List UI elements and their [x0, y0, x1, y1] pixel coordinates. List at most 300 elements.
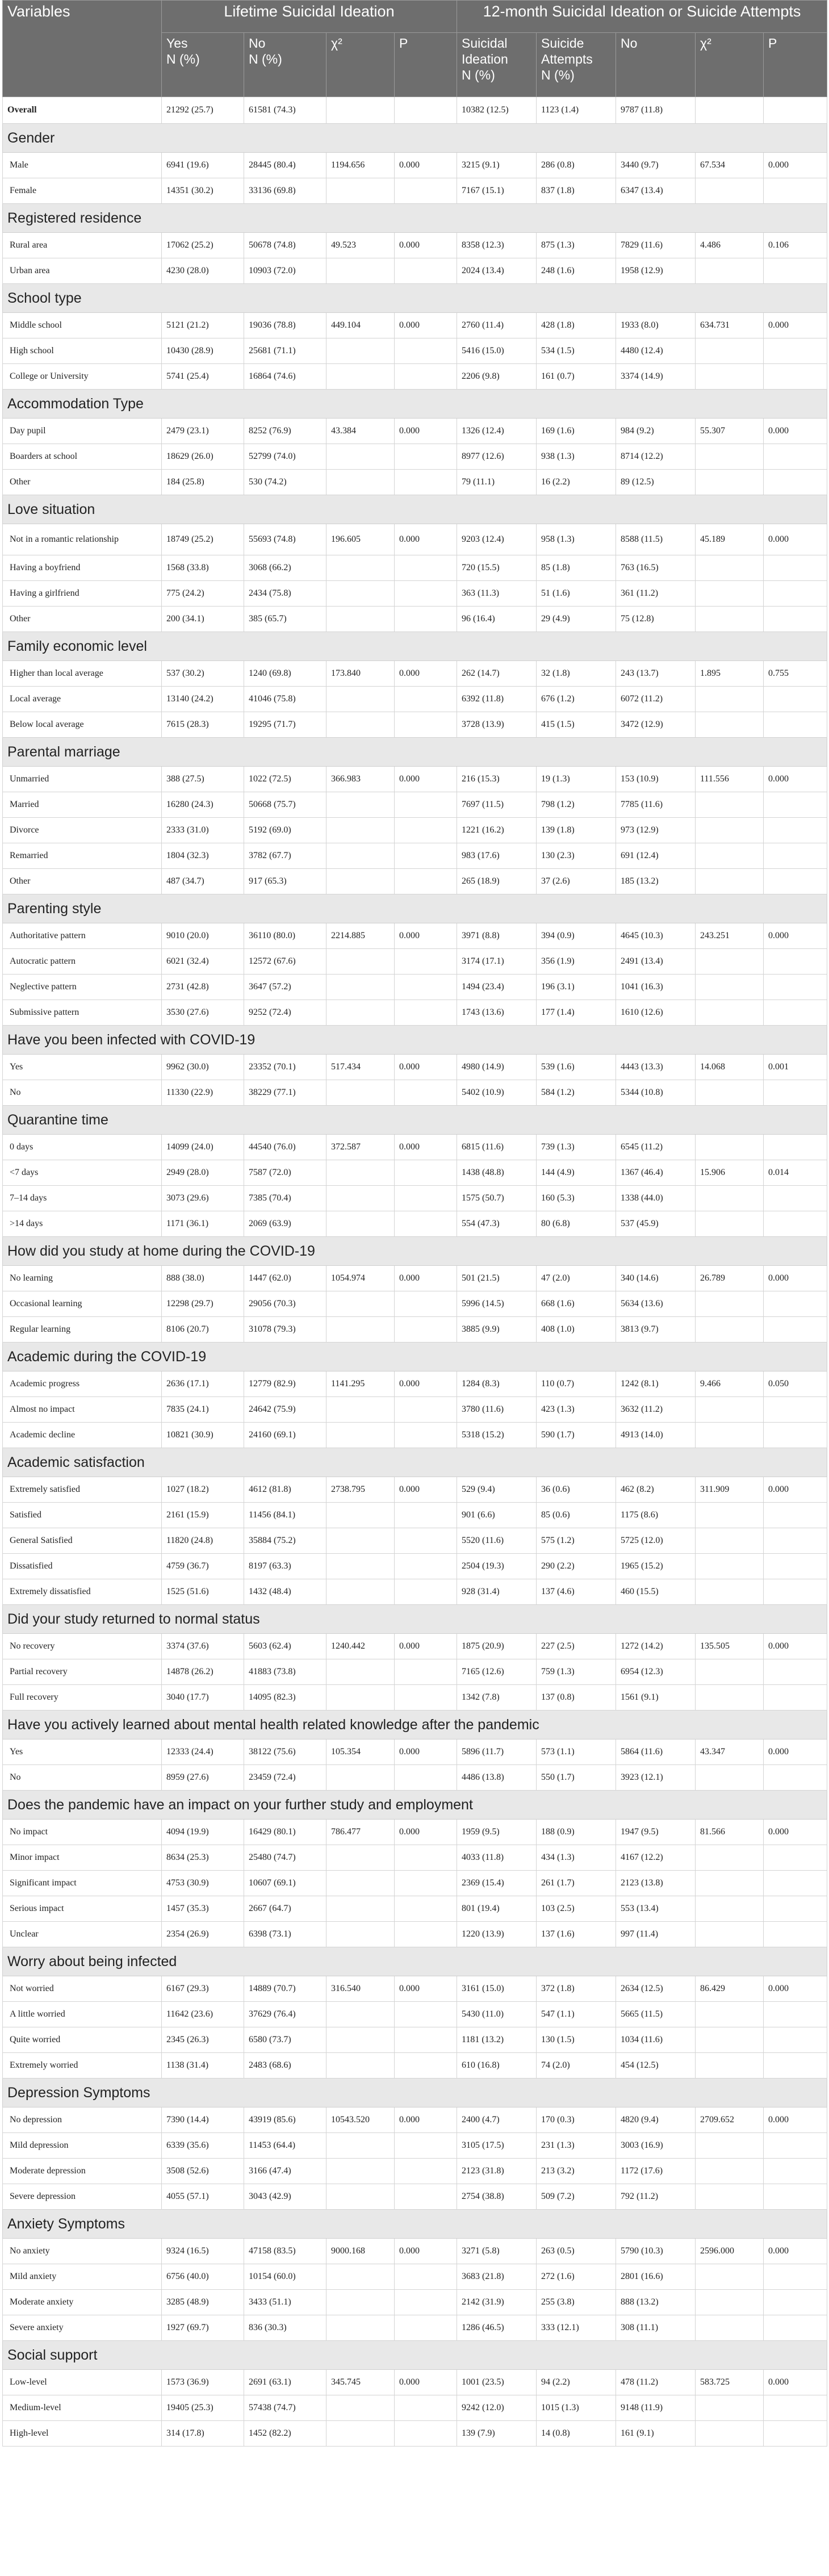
table-cell: 3472 (12.9) [616, 712, 696, 738]
table-cell: 8358 (12.3) [457, 233, 537, 258]
row-label: High school [3, 338, 162, 364]
table-cell [764, 949, 827, 975]
row-label: Local average [3, 687, 162, 712]
table-row [3, 1976, 827, 2002]
table-row [3, 1503, 827, 1528]
table-cell: 0.000 [764, 419, 827, 444]
table-cell [395, 1080, 457, 1106]
table-cell: 75 (12.8) [616, 607, 696, 632]
table-cell [764, 2264, 827, 2290]
table-cell: 10154 (60.0) [244, 2264, 326, 2290]
table-cell: 2354 (26.9) [162, 1922, 244, 1947]
table-cell: 837 (1.8) [537, 178, 616, 204]
table-cell [696, 1397, 764, 1423]
table-cell [696, 687, 764, 712]
table-cell: 1242 (8.1) [616, 1371, 696, 1397]
table-cell: 35884 (75.2) [244, 1528, 326, 1554]
table-cell [764, 687, 827, 712]
table-cell: 137 (4.6) [537, 1579, 616, 1605]
table-cell: 3161 (15.0) [457, 1976, 537, 2002]
table-cell: 6167 (29.3) [162, 1976, 244, 2002]
table-cell: 0.000 [395, 1135, 457, 1160]
table-cell [696, 444, 764, 470]
table-cell [696, 1528, 764, 1554]
table-row [3, 2395, 827, 2421]
table-cell: 517.434 [326, 1055, 395, 1080]
table-cell: 14 (0.8) [537, 2421, 616, 2447]
table-cell: 1525 (51.6) [162, 1579, 244, 1605]
table-cell: 243.251 [696, 923, 764, 949]
table-cell [326, 1765, 395, 1791]
table-cell [326, 2315, 395, 2341]
table-cell [395, 2421, 457, 2447]
table-cell: 1457 (35.3) [162, 1896, 244, 1922]
table-row [3, 1000, 827, 1026]
table-cell: 5416 (15.0) [457, 338, 537, 364]
table-cell: 2801 (16.6) [616, 2264, 696, 2290]
table-cell [326, 792, 395, 818]
row-label: Quite worried [3, 2027, 162, 2053]
row-label: Autocratic pattern [3, 949, 162, 975]
table-row [3, 1160, 827, 1186]
table-cell: 3073 (29.6) [162, 1186, 244, 1211]
table-cell: 0.000 [395, 1634, 457, 1659]
table-cell: 361 (11.2) [616, 581, 696, 607]
table-cell: 1220 (13.9) [457, 1922, 537, 1947]
table-cell: 1432 (48.4) [244, 1579, 326, 1605]
table-cell: 0.000 [764, 1976, 827, 2002]
table-cell: 10607 (69.1) [244, 1871, 326, 1896]
table-cell [326, 1000, 395, 1026]
table-row [3, 1211, 827, 1237]
table-cell: 105.354 [326, 1739, 395, 1765]
table-cell: 423 (1.3) [537, 1397, 616, 1423]
table-cell: 15.906 [696, 1160, 764, 1186]
table-cell: 213 (3.2) [537, 2159, 616, 2184]
table-row [3, 2002, 827, 2027]
table-cell: 4486 (13.8) [457, 1765, 537, 1791]
table-row [3, 1291, 827, 1317]
table-cell: 449.104 [326, 313, 395, 338]
table-cell [696, 1186, 764, 1211]
row-label: High-level [3, 2421, 162, 2447]
table-cell: 3647 (57.2) [244, 975, 326, 1000]
table-cell [696, 2395, 764, 2421]
table-cell [326, 1896, 395, 1922]
row-label: Satisfied [3, 1503, 162, 1528]
table-cell: 7697 (11.5) [457, 792, 537, 818]
table-cell: 43.347 [696, 1739, 764, 1765]
table-cell: 345.745 [326, 2370, 395, 2395]
table-cell: 4612 (81.8) [244, 1477, 326, 1503]
table-cell: 29 (4.9) [537, 607, 616, 632]
table-cell: 575 (1.2) [537, 1528, 616, 1554]
table-cell [696, 2264, 764, 2290]
table-cell: 14889 (70.7) [244, 1976, 326, 2002]
table-cell [696, 97, 764, 124]
table-cell [696, 555, 764, 581]
table-cell: 3374 (37.6) [162, 1634, 244, 1659]
table-row [3, 1397, 827, 1423]
row-label: General Satisfied [3, 1528, 162, 1554]
table-row [3, 843, 827, 869]
table-cell: 0.000 [395, 2107, 457, 2133]
table-cell: 8197 (63.3) [244, 1554, 326, 1579]
row-label: Neglective pattern [3, 975, 162, 1000]
table-cell: 676 (1.2) [537, 687, 616, 712]
table-cell: 12572 (67.6) [244, 949, 326, 975]
table-cell: 0.000 [395, 419, 457, 444]
section-title: Accommodation Type [3, 390, 827, 419]
table-cell: 265 (18.9) [457, 869, 537, 894]
table-cell: 2596.000 [696, 2239, 764, 2264]
table-row [3, 419, 827, 444]
table-cell [696, 1291, 764, 1317]
table-cell: 973 (12.9) [616, 818, 696, 843]
table-cell [764, 444, 827, 470]
row-label: No impact [3, 1820, 162, 1845]
table-cell: 36110 (80.0) [244, 923, 326, 949]
table-cell: 0.000 [764, 923, 827, 949]
table-cell: 262 (14.7) [457, 661, 537, 687]
table-row [3, 767, 827, 792]
table-cell: 44540 (76.0) [244, 1135, 326, 1160]
table-cell [326, 712, 395, 738]
table-cell [764, 2002, 827, 2027]
table-cell: 958 (1.3) [537, 524, 616, 555]
table-cell: 28445 (80.4) [244, 153, 326, 178]
table-cell [764, 1528, 827, 1554]
table-cell [395, 2159, 457, 2184]
table-cell [395, 949, 457, 975]
section-header-row [3, 1106, 827, 1135]
table-cell: 14099 (24.0) [162, 1135, 244, 1160]
section-title: School type [3, 284, 827, 313]
row-label: Mild anxiety [3, 2264, 162, 2290]
table-cell [696, 712, 764, 738]
row-label: Yes [3, 1739, 162, 1765]
table-cell: 10543.520 [326, 2107, 395, 2133]
table-cell: 6339 (35.6) [162, 2133, 244, 2159]
table-cell: 2069 (63.9) [244, 1211, 326, 1237]
table-cell: 1573 (36.9) [162, 2370, 244, 2395]
table-cell: 38229 (77.1) [244, 1080, 326, 1106]
table-cell: 0.000 [395, 524, 457, 555]
table-cell: 6392 (11.8) [457, 687, 537, 712]
table-cell: 41046 (75.8) [244, 687, 326, 712]
table-row [3, 258, 827, 284]
row-label: Almost no impact [3, 1397, 162, 1423]
table-cell: 7165 (12.6) [457, 1659, 537, 1685]
table-cell [395, 2184, 457, 2210]
table-cell: 4980 (14.9) [457, 1055, 537, 1080]
table-cell [696, 2027, 764, 2053]
section-title: Academic during the COVID-19 [3, 1343, 827, 1371]
table-cell: 0.000 [764, 1739, 827, 1765]
table-cell [764, 1554, 827, 1579]
table-cell: 188 (0.9) [537, 1820, 616, 1845]
table-cell: 1.895 [696, 661, 764, 687]
table-cell [326, 1845, 395, 1871]
table-cell: 691 (12.4) [616, 843, 696, 869]
table-cell: 5790 (10.3) [616, 2239, 696, 2264]
table-cell: 21292 (25.7) [162, 97, 244, 124]
table-cell: 4645 (10.3) [616, 923, 696, 949]
table-cell [326, 338, 395, 364]
table-cell: 2142 (31.9) [457, 2290, 537, 2315]
table-cell: 3174 (17.1) [457, 949, 537, 975]
table-cell [395, 444, 457, 470]
table-cell [326, 258, 395, 284]
table-cell: 1947 (9.5) [616, 1820, 696, 1845]
table-cell [326, 2421, 395, 2447]
table-cell: 1015 (1.3) [537, 2395, 616, 2421]
table-cell [326, 2395, 395, 2421]
table-cell: 2123 (13.8) [616, 1871, 696, 1896]
table-cell: 10382 (12.5) [457, 97, 537, 124]
table-cell: 16 (2.2) [537, 470, 616, 495]
table-cell: 5634 (13.6) [616, 1291, 696, 1317]
table-cell [696, 1659, 764, 1685]
table-cell: 2949 (28.0) [162, 1160, 244, 1186]
table-row [3, 444, 827, 470]
table-cell: 14878 (26.2) [162, 1659, 244, 1685]
row-label: Yes [3, 1055, 162, 1080]
table-cell: 3440 (9.7) [616, 153, 696, 178]
table-row [3, 1659, 827, 1685]
table-cell [696, 2421, 764, 2447]
table-cell: 139 (7.9) [457, 2421, 537, 2447]
table-cell: 0.000 [395, 1477, 457, 1503]
table-cell [764, 1186, 827, 1211]
table-cell: 1141.295 [326, 1371, 395, 1397]
table-row [3, 712, 827, 738]
table-cell [326, 1423, 395, 1448]
table-cell: 0.000 [395, 1820, 457, 1845]
table-cell: 2479 (23.1) [162, 419, 244, 444]
table-cell: 10903 (72.0) [244, 258, 326, 284]
table-row [3, 661, 827, 687]
table-row [3, 2027, 827, 2053]
table-cell: 3105 (17.5) [457, 2133, 537, 2159]
row-label: No recovery [3, 1634, 162, 1659]
table-cell: 4480 (12.4) [616, 338, 696, 364]
table-cell [764, 712, 827, 738]
table-cell: 0.000 [395, 2239, 457, 2264]
table-cell [326, 869, 395, 894]
table-cell [395, 364, 457, 390]
table-cell: 3971 (8.8) [457, 923, 537, 949]
table-cell: 316.540 [326, 1976, 395, 2002]
table-cell: 583.725 [696, 2370, 764, 2395]
table-cell: 12298 (29.7) [162, 1291, 244, 1317]
row-label: No anxiety [3, 2239, 162, 2264]
table-cell [395, 1554, 457, 1579]
row-label: >14 days [3, 1211, 162, 1237]
table-cell: 170 (0.3) [537, 2107, 616, 2133]
table-cell: 388 (27.5) [162, 767, 244, 792]
suicide-attempts-header: Suicide Attempts N (%) [537, 33, 616, 97]
table-cell: 61581 (74.3) [244, 97, 326, 124]
table-cell: 0.000 [764, 1820, 827, 1845]
table-cell [696, 1922, 764, 1947]
table-cell: 14.068 [696, 1055, 764, 1080]
table-cell: 8959 (27.6) [162, 1765, 244, 1791]
table-cell [764, 1685, 827, 1711]
table-cell: 5430 (11.0) [457, 2002, 537, 2027]
table-cell: 23459 (72.4) [244, 1765, 326, 1791]
table-cell [696, 2133, 764, 2159]
table-cell: 547 (1.1) [537, 2002, 616, 2027]
table-cell: 2123 (31.8) [457, 2159, 537, 2184]
table-cell: 169 (1.6) [537, 419, 616, 444]
row-label: Severe depression [3, 2184, 162, 2210]
table-cell: 1965 (15.2) [616, 1554, 696, 1579]
table-cell: 18749 (25.2) [162, 524, 244, 555]
table-cell: 43.384 [326, 419, 395, 444]
table-cell: 24160 (69.1) [244, 1423, 326, 1448]
table-row [3, 1634, 827, 1659]
section-title: Family economic level [3, 632, 827, 661]
table-cell: 6815 (11.6) [457, 1135, 537, 1160]
table-cell [326, 97, 395, 124]
section-header-row [3, 1343, 827, 1371]
table-cell [395, 2315, 457, 2341]
table-cell: 1022 (72.5) [244, 767, 326, 792]
row-label: Rural area [3, 233, 162, 258]
table-row [3, 1528, 827, 1554]
table-cell: 0.050 [764, 1371, 827, 1397]
table-cell: 55693 (74.8) [244, 524, 326, 555]
suicidal-ideation-table [2, 0, 827, 2447]
section-header-row [3, 1947, 827, 1976]
section-title: Quarantine time [3, 1106, 827, 1135]
table-cell: 13140 (24.2) [162, 687, 244, 712]
table-cell: 1181 (13.2) [457, 2027, 537, 2053]
section-header-row [3, 1711, 827, 1739]
table-cell: 79 (11.1) [457, 470, 537, 495]
table-cell [395, 2027, 457, 2053]
table-cell: 2636 (17.1) [162, 1371, 244, 1397]
table-cell [764, 470, 827, 495]
table-cell [326, 1186, 395, 1211]
table-cell: 1221 (16.2) [457, 818, 537, 843]
table-cell: 24642 (75.9) [244, 1397, 326, 1423]
table-cell: 0.014 [764, 1160, 827, 1186]
table-cell [696, 258, 764, 284]
table-cell: 10821 (30.9) [162, 1423, 244, 1448]
table-cell: 49.523 [326, 233, 395, 258]
table-cell: 272 (1.6) [537, 2264, 616, 2290]
table-cell: 137 (1.6) [537, 1922, 616, 1947]
table-cell [395, 1922, 457, 1947]
table-cell [395, 607, 457, 632]
table-cell: 3632 (11.2) [616, 1397, 696, 1423]
table-cell: 1001 (23.5) [457, 2370, 537, 2395]
table-cell: 539 (1.6) [537, 1055, 616, 1080]
table-cell: 1342 (7.8) [457, 1685, 537, 1711]
table-cell: 529 (9.4) [457, 1477, 537, 1503]
table-cell: 7390 (14.4) [162, 2107, 244, 2133]
row-label: Dissatisfied [3, 1554, 162, 1579]
table-cell [696, 792, 764, 818]
table-cell: 487 (34.7) [162, 869, 244, 894]
table-cell: 255 (3.8) [537, 2290, 616, 2315]
table-cell: 454 (12.5) [616, 2053, 696, 2079]
table-cell: 110 (0.7) [537, 1371, 616, 1397]
table-cell: 2206 (9.8) [457, 364, 537, 390]
table-cell [764, 843, 827, 869]
table-cell: 14095 (82.3) [244, 1685, 326, 1711]
table-cell [326, 581, 395, 607]
table-cell: 173.840 [326, 661, 395, 687]
table-cell [326, 178, 395, 204]
table-cell: 8634 (25.3) [162, 1845, 244, 1871]
table-cell: 3040 (17.7) [162, 1685, 244, 1711]
table-body [3, 97, 827, 2447]
table-cell: 31078 (79.3) [244, 1317, 326, 1343]
table-cell [696, 949, 764, 975]
table-cell: 1284 (8.3) [457, 1371, 537, 1397]
table-cell: 50668 (75.7) [244, 792, 326, 818]
table-cell: 23352 (70.1) [244, 1055, 326, 1080]
table-cell: 2634 (12.5) [616, 1976, 696, 2002]
table-cell: 2709.652 [696, 2107, 764, 2133]
table-cell: 1338 (44.0) [616, 1186, 696, 1211]
table-cell: 17062 (25.2) [162, 233, 244, 258]
table-cell: 0.755 [764, 661, 827, 687]
table-cell [764, 1765, 827, 1791]
table-cell: 4033 (11.8) [457, 1845, 537, 1871]
table-cell: 3728 (13.9) [457, 712, 537, 738]
table-cell [395, 1528, 457, 1554]
table-cell: 1240.442 [326, 1634, 395, 1659]
table-cell: 1927 (69.7) [162, 2315, 244, 2341]
table-cell: 314 (17.8) [162, 2421, 244, 2447]
section-header-row [3, 1026, 827, 1055]
table-cell [395, 712, 457, 738]
table-cell [764, 555, 827, 581]
table-cell: 4094 (19.9) [162, 1820, 244, 1845]
table-cell: 1272 (14.2) [616, 1634, 696, 1659]
table-cell [764, 2395, 827, 2421]
table-cell: 4167 (12.2) [616, 1845, 696, 1871]
table-cell: 0.000 [395, 1739, 457, 1765]
yes-header: Yes N (%) [162, 33, 244, 97]
table-cell [696, 1871, 764, 1896]
table-cell: 85 (0.6) [537, 1503, 616, 1528]
table-cell: 0.106 [764, 233, 827, 258]
table-cell: 9324 (16.5) [162, 2239, 244, 2264]
table-cell: 5121 (21.2) [162, 313, 244, 338]
table-row [3, 1685, 827, 1711]
table-cell: 1194.656 [326, 153, 395, 178]
row-label: Urban area [3, 258, 162, 284]
table-cell [764, 364, 827, 390]
row-label: Regular learning [3, 1317, 162, 1343]
table-row [3, 1896, 827, 1922]
table-cell: 792 (11.2) [616, 2184, 696, 2210]
table-row [3, 2133, 827, 2159]
row-label: Having a boyfriend [3, 555, 162, 581]
table-row [3, 2107, 827, 2133]
table-cell: 11456 (84.1) [244, 1503, 326, 1528]
table-cell: 509 (7.2) [537, 2184, 616, 2210]
table-cell [326, 1528, 395, 1554]
table-row [3, 1135, 827, 1160]
table-row [3, 1186, 827, 1211]
section-header-row [3, 1791, 827, 1820]
